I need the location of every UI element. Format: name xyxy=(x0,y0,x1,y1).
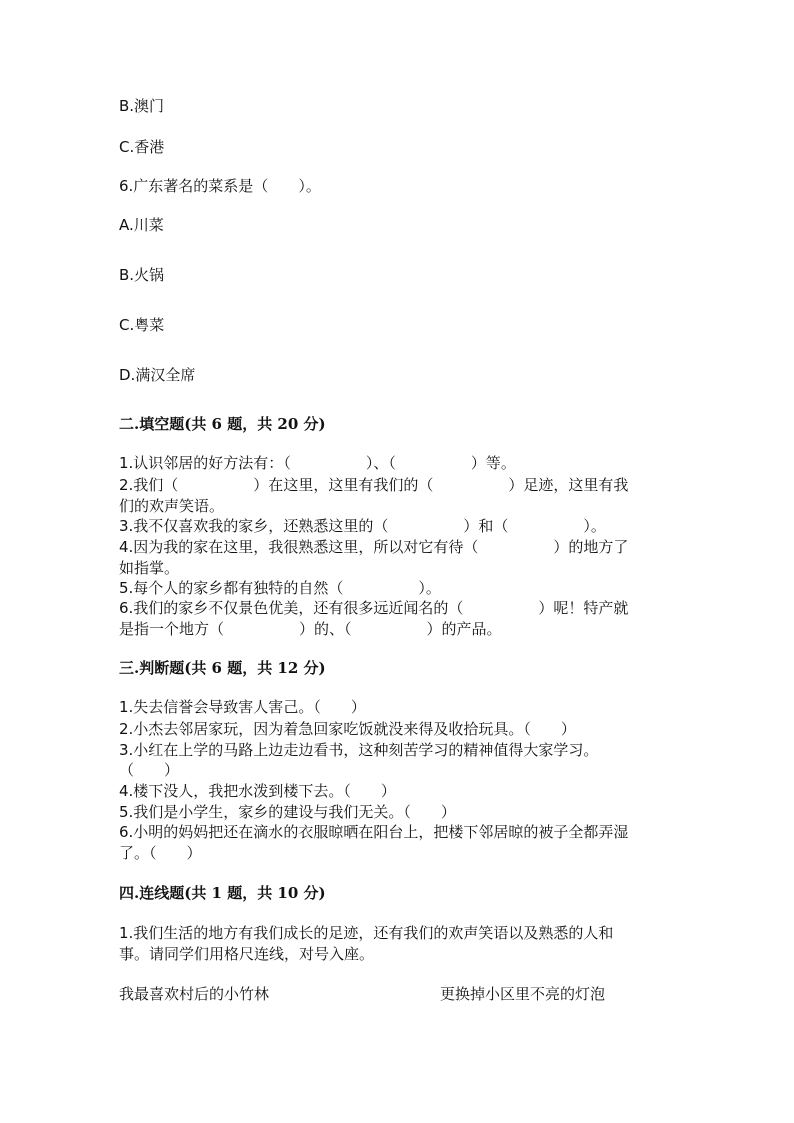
question-6-option-d: D.满汉全席 xyxy=(119,366,196,384)
fill-blank-line: 6.我们的家乡不仅景色优美，还有很多远近闻名的（ ）呢！特产就 xyxy=(119,599,629,617)
true-false-line: （ ） xyxy=(119,761,180,779)
fill-blank-line: 5.每个人的家乡都有独特的自然（ ）。 xyxy=(119,579,441,597)
question-6-option-b: B.火锅 xyxy=(119,266,165,284)
section-matching-title: 四.连线题(共 1 题，共 10 分) xyxy=(119,884,326,902)
option-c-hongkong: C.香港 xyxy=(119,138,165,156)
option-b-macau: B.澳门 xyxy=(119,97,165,115)
matching-instruction-line: 1.我们生活的地方有我们成长的足迹，还有我们的欢声笑语以及熟悉的人和 xyxy=(119,924,614,942)
matching-left-item: 我最喜欢村后的小竹林 xyxy=(119,985,270,1003)
fill-blank-line: 3.我不仅喜欢我的家乡，还熟悉这里的（ ）和（ ）。 xyxy=(119,517,606,535)
question-6-option-c: C.粤菜 xyxy=(119,316,165,334)
true-false-line: 2.小杰去邻居家玩，因为着急回家吃饭就没来得及收拾玩具。（ ） xyxy=(119,720,576,738)
true-false-line: 5.我们是小学生，家乡的建设与我们无关。（ ） xyxy=(119,803,456,821)
true-false-line: 3.小红在上学的马路上边走边看书，这种刻苦学习的精神值得大家学习。 xyxy=(119,741,599,759)
question-6-stem: 6.广东著名的菜系是（ ）。 xyxy=(119,177,321,195)
fill-blank-line: 4.因为我的家在这里，我很熟悉这里，所以对它有待（ ）的地方了 xyxy=(119,538,629,556)
true-false-line: 6.小明的妈妈把还在滴水的衣服晾晒在阳台上，把楼下邻居晾的被子全都弄湿 xyxy=(119,823,629,841)
question-6-option-a: A.川菜 xyxy=(119,216,164,234)
true-false-line: 了。（ ） xyxy=(119,844,202,862)
fill-blank-line: 1.认识邻居的好方法有：（ ）、（ ）等。 xyxy=(119,454,516,472)
fill-blank-line: 们的欢声笑语。 xyxy=(119,497,225,515)
fill-blank-line: 2.我们（ ）在这里，这里有我们的（ ）足迹，这里有我 xyxy=(119,476,629,494)
section-fill-blank-title: 二.填空题(共 6 题，共 20 分) xyxy=(119,415,326,433)
fill-blank-line: 是指一个地方（ ）的、（ ）的产品。 xyxy=(119,620,502,638)
true-false-line: 1.失去信誉会导致害人害己。（ ） xyxy=(119,698,366,716)
true-false-line: 4.楼下没人，我把水泼到楼下去。（ ） xyxy=(119,782,396,800)
section-true-false-title: 三.判断题(共 6 题，共 12 分) xyxy=(119,659,326,677)
fill-blank-line: 如指掌。 xyxy=(119,559,180,577)
matching-right-item: 更换掉小区里不亮的灯泡 xyxy=(440,985,606,1003)
matching-instruction-line: 事。请同学们用格尺连线，对号入座。 xyxy=(119,945,375,963)
